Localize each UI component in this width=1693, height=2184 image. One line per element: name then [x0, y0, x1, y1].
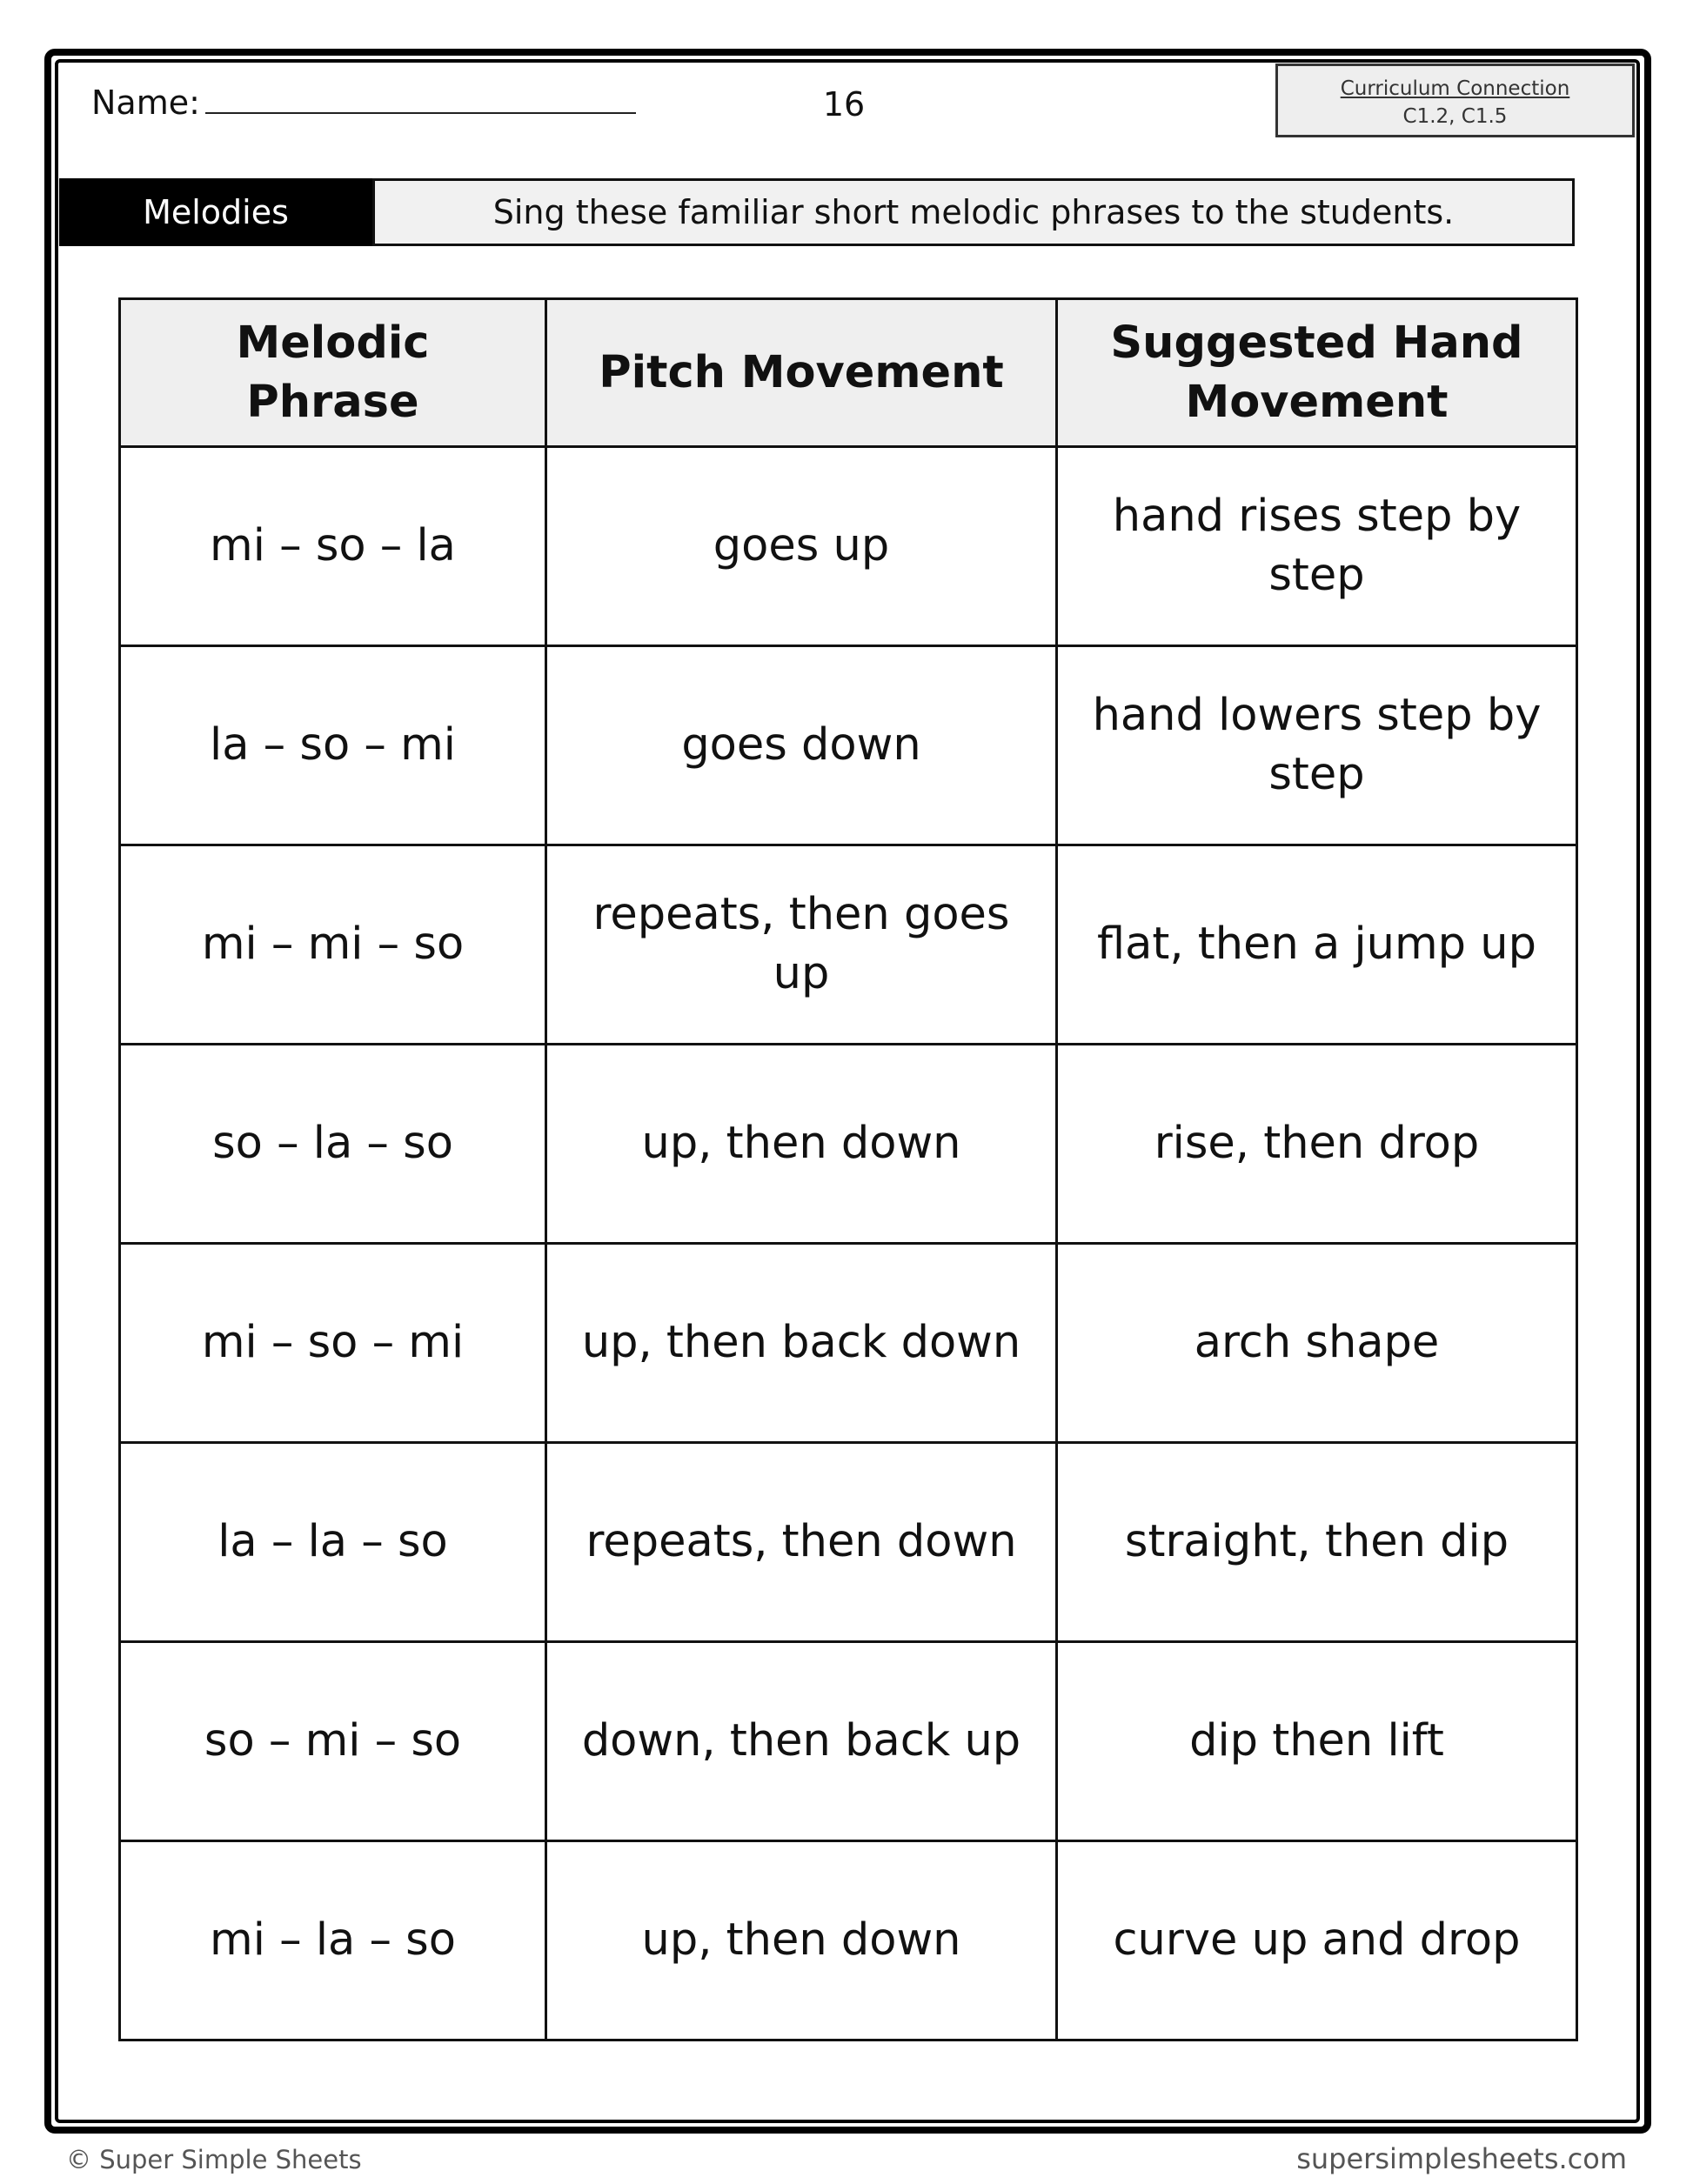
- table-row: [120, 1642, 1577, 1841]
- hand-movement-cell: dip then lift: [1057, 1642, 1577, 1841]
- melodic-phrase-cell: mi – so – la: [120, 447, 546, 646]
- melodic-phrases-table: [118, 297, 1578, 2041]
- name-label: Name:: [91, 83, 200, 122]
- section-bar: [59, 178, 1575, 246]
- pitch-movement-cell: goes down: [546, 646, 1057, 845]
- section-label: Melodies: [59, 178, 372, 246]
- name-field[interactable]: [91, 83, 636, 122]
- melodic-phrase-cell: la – so – mi: [120, 646, 546, 845]
- pitch-movement-cell: up, then back down: [546, 1244, 1057, 1443]
- footer-website[interactable]: supersimplesheets.com: [1296, 2142, 1627, 2175]
- table-row: [120, 447, 1577, 646]
- table-header-row: [120, 299, 1577, 447]
- pitch-movement-cell: goes up: [546, 447, 1057, 646]
- hand-movement-cell: rise, then drop: [1057, 1045, 1577, 1244]
- melodic-phrase-cell: mi – so – mi: [120, 1244, 546, 1443]
- melodic-phrase-cell: la – la – so: [120, 1443, 546, 1642]
- melodic-phrase-cell: mi – la – so: [120, 1841, 546, 2040]
- table-row: [120, 1841, 1577, 2040]
- table-row: [120, 646, 1577, 845]
- hand-movement-cell: hand rises step by step: [1057, 447, 1577, 646]
- hand-movement-cell: flat, then a jump up: [1057, 845, 1577, 1045]
- melodic-phrase-cell: so – la – so: [120, 1045, 546, 1244]
- page-number: 16: [822, 85, 866, 124]
- header-melodic-phrase: Melodic Phrase: [120, 299, 546, 447]
- table-row: [120, 1045, 1577, 1244]
- pitch-movement-cell: repeats, then down: [546, 1443, 1057, 1642]
- pitch-movement-cell: repeats, then goes up: [546, 845, 1057, 1045]
- melodic-phrase-cell: so – mi – so: [120, 1642, 546, 1841]
- table-row: [120, 845, 1577, 1045]
- header-pitch-movement: Pitch Movement: [546, 299, 1057, 447]
- curriculum-connection-box: [1275, 63, 1635, 137]
- hand-movement-cell: arch shape: [1057, 1244, 1577, 1443]
- footer-copyright: © Super Simple Sheets: [66, 2145, 362, 2174]
- curriculum-codes: C1.2, C1.5: [1402, 105, 1508, 128]
- name-blank-line[interactable]: [205, 88, 636, 114]
- melodic-phrase-cell: mi – mi – so: [120, 845, 546, 1045]
- pitch-movement-cell: up, then down: [546, 1045, 1057, 1244]
- header-hand-movement: Suggested Hand Movement: [1057, 299, 1577, 447]
- hand-movement-cell: hand lowers step by step: [1057, 646, 1577, 845]
- table-row: [120, 1244, 1577, 1443]
- hand-movement-cell: straight, then dip: [1057, 1443, 1577, 1642]
- hand-movement-cell: curve up and drop: [1057, 1841, 1577, 2040]
- pitch-movement-cell: up, then down: [546, 1841, 1057, 2040]
- section-instruction: Sing these familiar short melodic phrases to the students.: [372, 178, 1575, 246]
- pitch-movement-cell: down, then back up: [546, 1642, 1057, 1841]
- table-row: [120, 1443, 1577, 1642]
- curriculum-title: Curriculum Connection: [1340, 77, 1570, 100]
